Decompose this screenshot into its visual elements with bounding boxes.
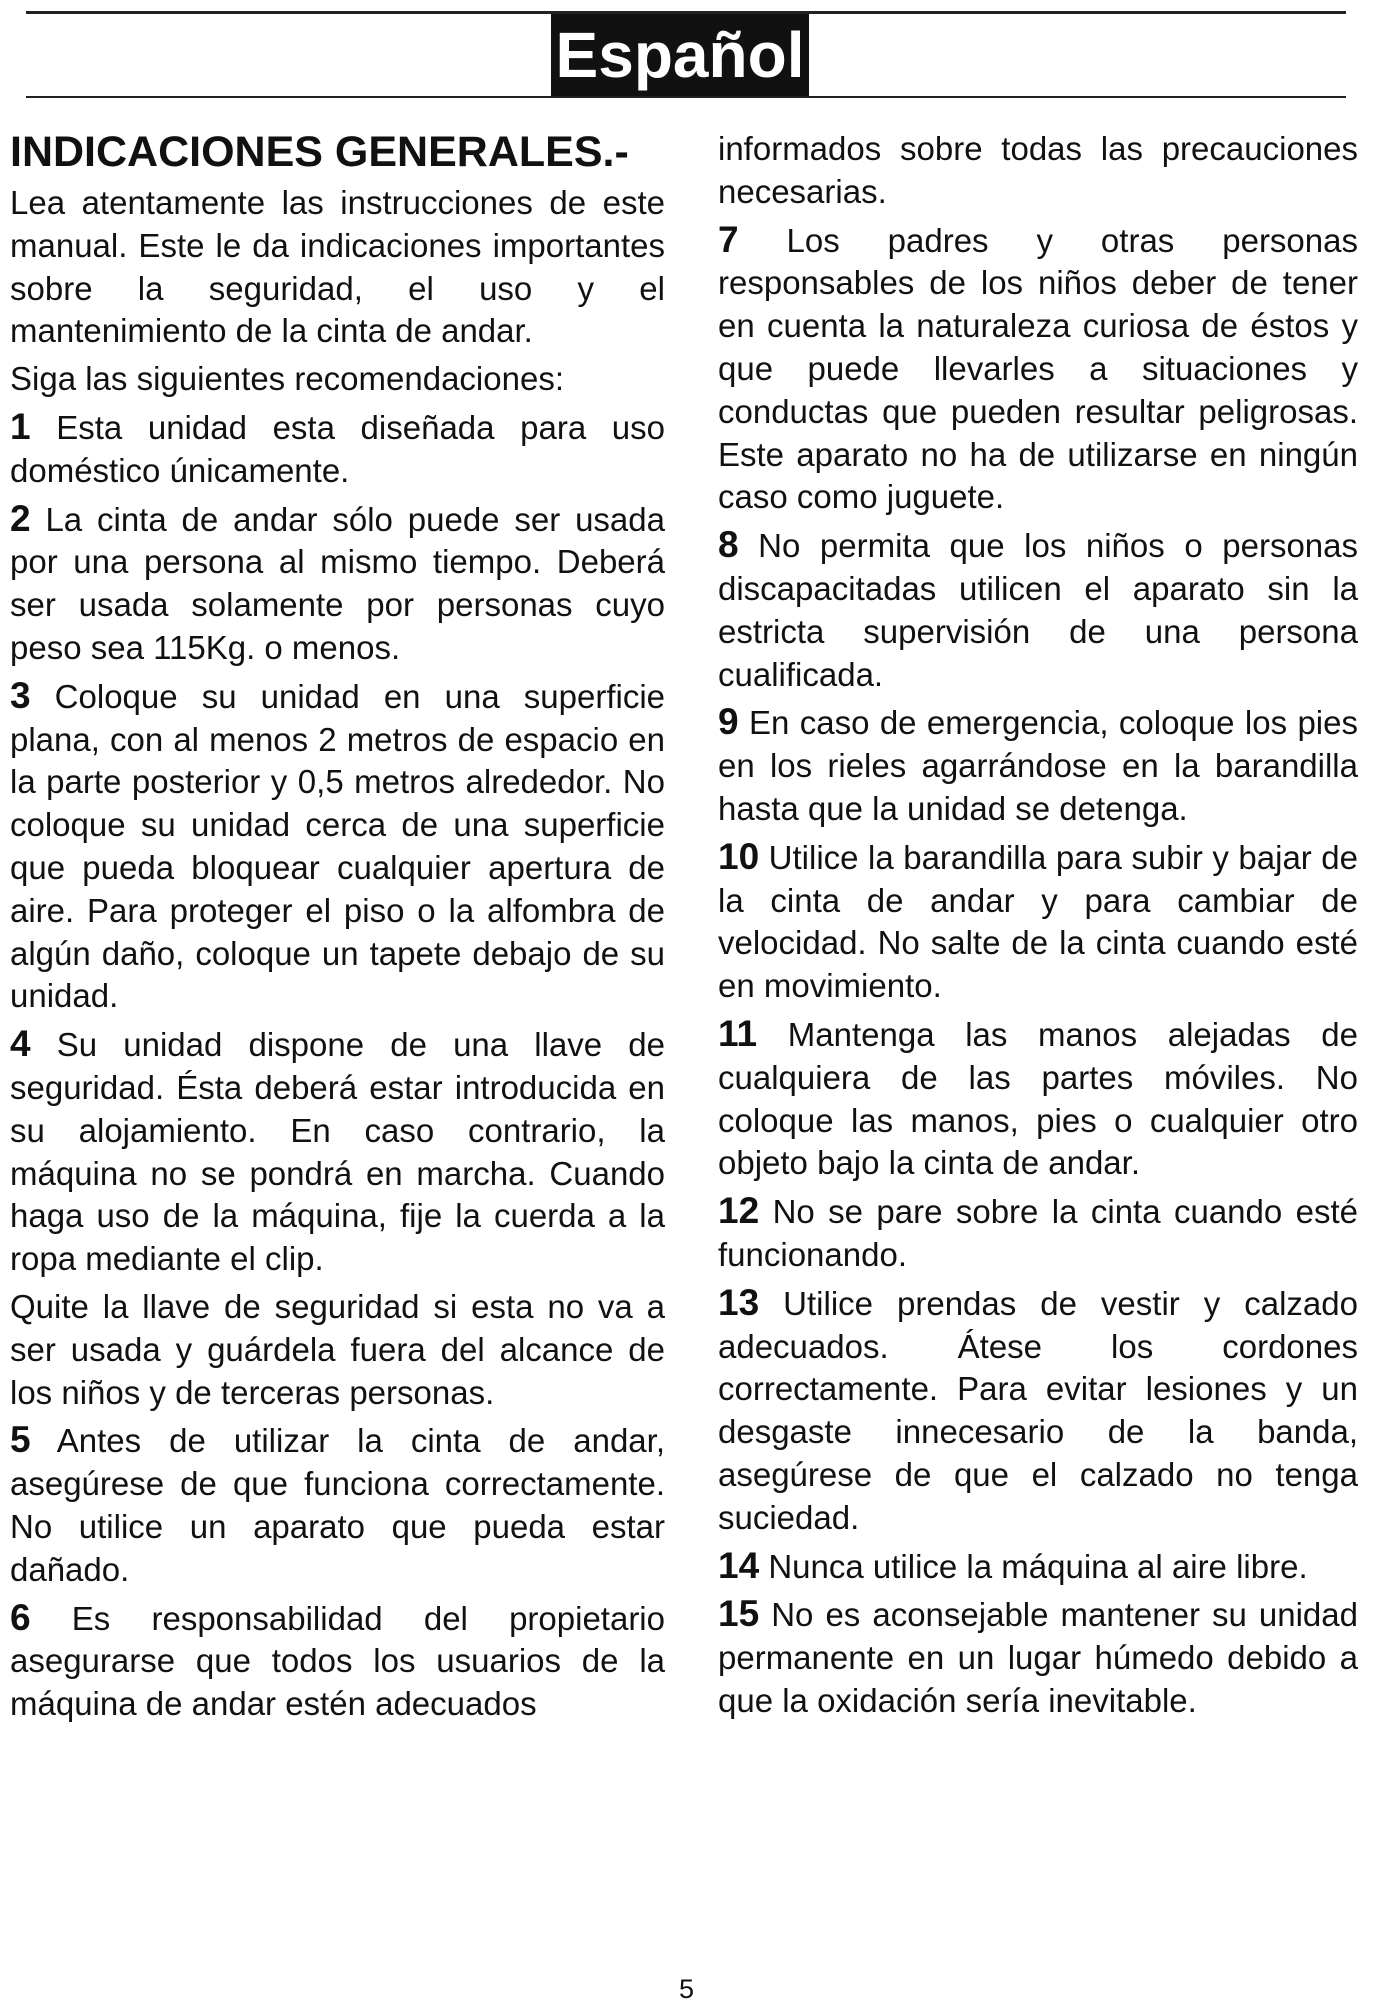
item-number: 12: [718, 1190, 760, 1232]
item-number: 4: [10, 1023, 31, 1065]
item-text: No se pare sobre la cinta cuando esté funcionando.: [718, 1193, 1359, 1273]
list-item: [718, 1013, 1358, 1185]
item-number: 5: [10, 1419, 31, 1461]
item-text: Utilice prendas de vestir y calzado adecuados. Átese los cordones correctamente. Para evitar lesiones y un desgaste innecesario de la banda, asegúrese de que el calzado no tenga suciedad.: [718, 1284, 1358, 1536]
list-item: [10, 1419, 665, 1591]
item-number: 15: [718, 1593, 760, 1635]
item-text: Utilice la barandilla para subir y bajar de la cinta de andar y para cambiar de velocidad. No salte de la cinta cuando esté en movimiento.: [718, 838, 1358, 1005]
item-continuation: Quite la llave de seguridad si esta no va a ser usada y guárdela fuera del alcance de los niños y de terceras personas.: [10, 1287, 665, 1411]
list-item: [718, 1593, 1358, 1722]
item-text: No permita que los niños o personas discapacitadas utilicen el aparato sin la estricta supervisión de una persona cualificada.: [718, 527, 1359, 693]
item-number: 9: [718, 701, 739, 743]
list-item: [10, 498, 665, 670]
list-item: [10, 1023, 665, 1281]
list-item: [718, 701, 1358, 830]
section-heading: INDICACIONES GENERALES.-: [10, 128, 629, 176]
item-number: 3: [10, 674, 31, 716]
lead-paragraph: Siga las siguientes recomendaciones:: [10, 360, 564, 398]
list-item: [718, 1282, 1358, 1540]
item-number: 14: [718, 1544, 760, 1586]
list-item: [10, 406, 665, 493]
item-number: 10: [718, 835, 760, 877]
item-text: Esta unidad esta diseñada para uso doméstico únicamente.: [10, 408, 665, 489]
list-item: [10, 675, 665, 1018]
list-item: [718, 1545, 1358, 1589]
item-text: La cinta de andar sólo puede ser usada por una persona al mismo tiempo. Deberá ser usada solamente por personas cuyo peso sea 115Kg. o menos.: [10, 500, 665, 666]
item-text: Es responsabilidad del propietario asegurarse que todos los usuarios de la máquina de andar estén adecuados: [10, 1599, 665, 1723]
intro-paragraph: Lea atentamente las instrucciones de este manual. Este le da indicaciones importantes sobre la seguridad, el uso y el mantenimiento de la cinta de andar.: [10, 184, 665, 350]
list-item: [718, 219, 1358, 520]
item-text: No es aconsejable mantener su unidad permanente en un lugar húmedo debido a que la oxidación sería inevitable.: [718, 1596, 1358, 1719]
item-text: Coloque su unidad en una superficie plana, con al menos 2 metros de espacio en la parte posterior y 0,5 metros alrededor. No coloque su unidad cerca de una superficie que pueda bloquear cualquier apertura de aire. Para proteger el piso o la alfombra de algún daño, coloque un tapete debajo de su unidad.: [10, 677, 665, 1015]
item-number: 1: [10, 405, 31, 447]
item-text: Nunca utilice la máquina al aire libre.: [768, 1547, 1308, 1585]
left-column: [10, 124, 665, 1731]
item-number: 13: [718, 1281, 760, 1323]
list-item: [718, 1190, 1358, 1277]
language-tab: Español: [551, 14, 809, 96]
item-continuation: informados sobre todas las precauciones necesarias.: [718, 130, 1358, 210]
list-item: [718, 524, 1358, 696]
item-text: Mantenga las manos alejadas de cualquiera de las partes móviles. No coloque las manos, pies o cualquier otro objeto bajo la cinta de andar.: [718, 1015, 1358, 1182]
item-text: En caso de emergencia, coloque los pies en los rieles agarrándose en la barandilla hasta que la unidad se detenga.: [718, 704, 1358, 827]
item-text: Su unidad dispone de una llave de seguridad. Ésta deberá estar introducida en su alojamiento. En caso contrario, la máquina no se pondrá en marcha. Cuando haga uso de la máquina, fije la cuerda a la ropa mediante el clip.: [10, 1026, 665, 1278]
header-rule-bottom: [26, 96, 1346, 98]
list-item: [10, 1597, 665, 1726]
item-number: 2: [10, 497, 31, 539]
page-number: 5: [678, 1974, 695, 2004]
item-text: Antes de utilizar la cinta de andar, asegúrese de que funciona correctamente. No utilice un aparato que pueda estar dañado.: [10, 1422, 665, 1588]
right-column: [718, 128, 1358, 1728]
list-item: [718, 836, 1358, 1008]
item-number: 8: [718, 524, 739, 566]
item-text: Los padres y otras personas responsables de los niños deber de tener en cuenta la naturaleza curiosa de éstos y que puede llevarles a situaciones y conductas que pueden resultar peligrosas. Este aparato no ha de utilizarse en ningún caso como juguete.: [718, 221, 1358, 516]
item-number: 11: [718, 1012, 758, 1054]
item-number: 6: [10, 1596, 31, 1638]
item-number: 7: [718, 218, 739, 260]
